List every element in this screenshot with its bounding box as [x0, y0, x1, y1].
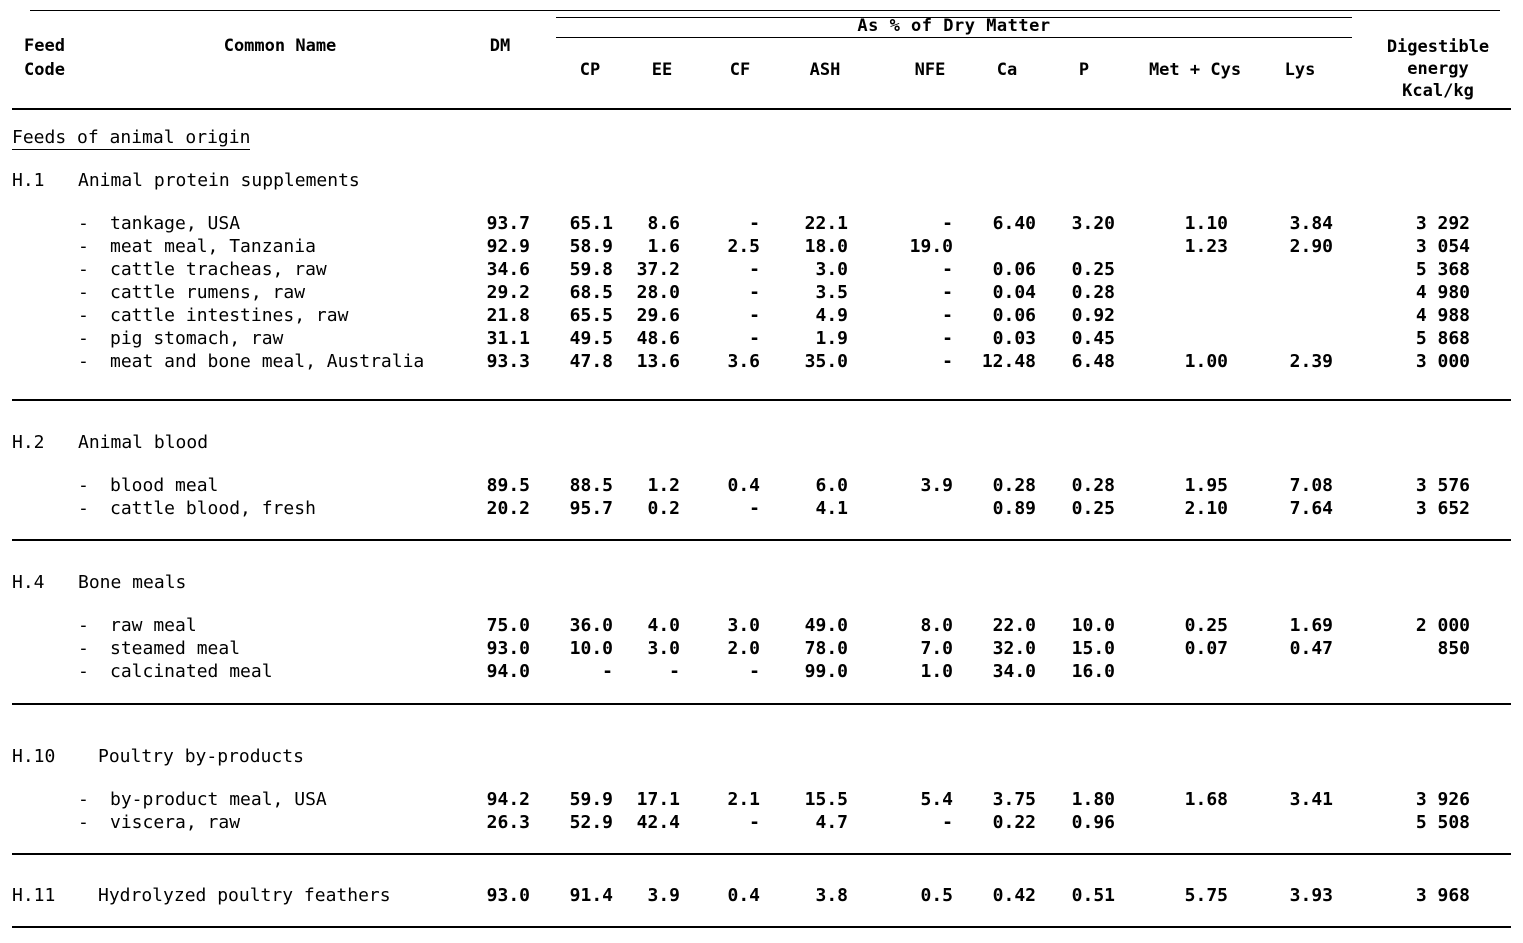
- row-bullet: -: [78, 475, 89, 496]
- header-ash: ASH: [809, 60, 841, 80]
- cell-ash: 99.0: [804, 661, 848, 682]
- cell-cp: 36.0: [569, 615, 613, 636]
- cell-ash: 22.1: [804, 213, 848, 234]
- cell-dm: 34.6: [486, 259, 530, 280]
- cell-dm: 93.0: [486, 885, 530, 906]
- cell-p: 0.51: [1071, 885, 1115, 906]
- cell-ca: 0.04: [992, 282, 1036, 303]
- row-name: viscera, raw: [110, 812, 241, 833]
- cell-cf: -: [749, 498, 760, 519]
- cell-met-cys: 1.23: [1184, 236, 1228, 257]
- cell-lys: 7.08: [1289, 475, 1333, 496]
- cell-nfe: 8.0: [920, 615, 953, 636]
- row-name: raw meal: [110, 615, 197, 636]
- row-bullet: -: [78, 213, 89, 234]
- cell-p: 16.0: [1071, 661, 1115, 682]
- row-name: cattle tracheas, raw: [110, 259, 327, 280]
- row-bullet: -: [78, 259, 89, 280]
- header-feed-code-line1: Feed: [24, 36, 65, 56]
- cell-lys: 3.93: [1289, 885, 1333, 906]
- cell-digestible-energy: 5 868: [1415, 328, 1470, 349]
- cell-dm: 26.3: [486, 812, 530, 833]
- cell-digestible-energy: 5 368: [1415, 259, 1470, 280]
- cell-ash: 18.0: [804, 236, 848, 257]
- cell-cp: 88.5: [569, 475, 613, 496]
- cell-nfe: -: [942, 259, 953, 280]
- row-name: by-product meal, USA: [110, 789, 327, 810]
- cell-cp: 58.9: [569, 236, 613, 257]
- cell-digestible-energy: 4 988: [1415, 305, 1470, 326]
- header-de-line2: energy: [1407, 59, 1469, 79]
- table-row: [0, 812, 1523, 835]
- cell-ash: 15.5: [804, 789, 848, 810]
- cell-p: 0.25: [1071, 498, 1115, 519]
- cell-ca: 12.48: [981, 351, 1036, 372]
- group-name-h10: Poultry by-products: [98, 746, 304, 767]
- cell-cf: -: [749, 305, 760, 326]
- cell-cf: 3.6: [727, 351, 760, 372]
- header-common-name: Common Name: [223, 36, 337, 56]
- cell-ee: 28.0: [636, 282, 680, 303]
- header-nfe: NFE: [914, 60, 946, 80]
- cell-cp: 68.5: [569, 282, 613, 303]
- cell-digestible-energy: 850: [1437, 638, 1470, 659]
- cell-p: 10.0: [1071, 615, 1115, 636]
- group-code-h2: H.2: [12, 432, 45, 453]
- header-digestible-energy: [1358, 36, 1518, 102]
- cell-ee: 1.6: [647, 236, 680, 257]
- cell-cf: 2.0: [727, 638, 760, 659]
- section-divider-rule: [12, 539, 1511, 541]
- header-cp: CP: [579, 60, 601, 80]
- header-feed-code: [24, 36, 65, 80]
- cell-nfe: -: [942, 282, 953, 303]
- cell-nfe: 7.0: [920, 638, 953, 659]
- header-p: P: [1078, 60, 1090, 80]
- section-divider-rule: [12, 399, 1511, 401]
- top-rule: [30, 10, 1500, 11]
- row-bullet: -: [78, 305, 89, 326]
- cell-ee: 13.6: [636, 351, 680, 372]
- cell-p: 15.0: [1071, 638, 1115, 659]
- section-title-feeds-animal-origin: Feeds of animal origin: [12, 127, 251, 148]
- table-row: [0, 305, 1523, 328]
- cell-dm: 29.2: [486, 282, 530, 303]
- cell-nfe: 3.9: [920, 475, 953, 496]
- cell-nfe: -: [942, 351, 953, 372]
- cell-nfe: -: [942, 213, 953, 234]
- cell-digestible-energy: 3 292: [1415, 213, 1470, 234]
- row-name: meat meal, Tanzania: [110, 236, 316, 257]
- cell-cp: 49.5: [569, 328, 613, 349]
- cell-cf: 2.1: [727, 789, 760, 810]
- row-name: cattle intestines, raw: [110, 305, 349, 326]
- cell-cf: -: [749, 213, 760, 234]
- cell-met-cys: 1.10: [1184, 213, 1228, 234]
- cell-ca: 32.0: [992, 638, 1036, 659]
- cell-lys: 2.90: [1289, 236, 1333, 257]
- row-bullet: -: [78, 812, 89, 833]
- section-divider-rule: [12, 703, 1511, 705]
- cell-dm: 94.2: [486, 789, 530, 810]
- cell-lys: 3.84: [1289, 213, 1333, 234]
- cell-dm: 75.0: [486, 615, 530, 636]
- cell-dm: 20.2: [486, 498, 530, 519]
- group-name-h2: Animal blood: [78, 432, 209, 453]
- cell-cp: 95.7: [569, 498, 613, 519]
- cell-cf: 3.0: [727, 615, 760, 636]
- cell-digestible-energy: 5 508: [1415, 812, 1470, 833]
- header-de-line1: Digestible: [1386, 37, 1490, 57]
- cell-lys: 1.69: [1289, 615, 1333, 636]
- cell-ca: 0.03: [992, 328, 1036, 349]
- row-name: blood meal: [110, 475, 219, 496]
- group-code-h4: H.4: [12, 572, 45, 593]
- table-row: [0, 789, 1523, 812]
- cell-ash: 4.1: [815, 498, 848, 519]
- cell-dm: 93.0: [486, 638, 530, 659]
- cell-ash: 6.0: [815, 475, 848, 496]
- cell-ee: 3.0: [647, 638, 680, 659]
- cell-nfe: 1.0: [920, 661, 953, 682]
- table-row: [0, 885, 1523, 908]
- group-code-h11: H.11: [12, 885, 56, 906]
- cell-p: 0.45: [1071, 328, 1115, 349]
- cell-ee: -: [669, 661, 680, 682]
- row-bullet: -: [78, 351, 89, 372]
- cell-ca: 0.22: [992, 812, 1036, 833]
- cell-ca: 0.06: [992, 259, 1036, 280]
- group-header-bottom-rule: [556, 37, 1352, 38]
- cell-p: 0.92: [1071, 305, 1115, 326]
- cell-digestible-energy: 3 652: [1415, 498, 1470, 519]
- cell-ca: 0.89: [992, 498, 1036, 519]
- header-dm: DM: [489, 36, 511, 56]
- cell-digestible-energy: 4 980: [1415, 282, 1470, 303]
- table-row: [0, 213, 1523, 236]
- cell-cp: 59.8: [569, 259, 613, 280]
- group-name-h4: Bone meals: [78, 572, 187, 593]
- cell-ee: 8.6: [647, 213, 680, 234]
- cell-cp: -: [602, 661, 613, 682]
- header-lys: Lys: [1284, 60, 1316, 80]
- cell-ash: 78.0: [804, 638, 848, 659]
- cell-ash: 35.0: [804, 351, 848, 372]
- cell-cp: 52.9: [569, 812, 613, 833]
- table-row: [0, 236, 1523, 259]
- header-ca: Ca: [996, 60, 1018, 80]
- group-code-h10: H.10: [12, 746, 56, 767]
- table-row: [0, 475, 1523, 498]
- row-bullet: -: [78, 638, 89, 659]
- row-bullet: -: [78, 236, 89, 257]
- cell-p: 0.28: [1071, 282, 1115, 303]
- row-name: cattle rumens, raw: [110, 282, 306, 303]
- header-de-line3: Kcal/kg: [1402, 81, 1474, 101]
- header-cf: CF: [729, 60, 751, 80]
- cell-ca: 0.06: [992, 305, 1036, 326]
- cell-p: 0.28: [1071, 475, 1115, 496]
- cell-cp: 10.0: [569, 638, 613, 659]
- cell-dm: 21.8: [486, 305, 530, 326]
- row-bullet: -: [78, 789, 89, 810]
- table-row: [0, 282, 1523, 305]
- cell-cp: 47.8: [569, 351, 613, 372]
- cell-digestible-energy: 3 000: [1415, 351, 1470, 372]
- cell-met-cys: 1.00: [1184, 351, 1228, 372]
- cell-digestible-energy: 2 000: [1415, 615, 1470, 636]
- row-name: cattle blood, fresh: [110, 498, 316, 519]
- group-code-h1: H.1: [12, 170, 45, 191]
- cell-cp: 65.1: [569, 213, 613, 234]
- cell-lys: 7.64: [1289, 498, 1333, 519]
- cell-met-cys: 0.07: [1184, 638, 1228, 659]
- cell-ee: 29.6: [636, 305, 680, 326]
- table-row: [0, 328, 1523, 351]
- header-met-cys: Met + Cys: [1148, 60, 1242, 80]
- cell-ash: 3.8: [815, 885, 848, 906]
- cell-lys: 3.41: [1289, 789, 1333, 810]
- cell-ee: 42.4: [636, 812, 680, 833]
- cell-nfe: -: [942, 328, 953, 349]
- group-name-h1: Animal protein supplements: [78, 170, 360, 191]
- cell-digestible-energy: 3 054: [1415, 236, 1470, 257]
- cell-met-cys: 2.10: [1184, 498, 1228, 519]
- cell-p: 0.96: [1071, 812, 1115, 833]
- cell-nfe: -: [942, 812, 953, 833]
- cell-p: 0.25: [1071, 259, 1115, 280]
- table-row: [0, 638, 1523, 661]
- cell-ca: 22.0: [992, 615, 1036, 636]
- cell-dm: 94.0: [486, 661, 530, 682]
- cell-met-cys: 1.68: [1184, 789, 1228, 810]
- cell-dm: 89.5: [486, 475, 530, 496]
- cell-cf: -: [749, 282, 760, 303]
- table-row: [0, 615, 1523, 638]
- row-bullet: -: [78, 282, 89, 303]
- cell-ca: 0.42: [992, 885, 1036, 906]
- cell-ca: 6.40: [992, 213, 1036, 234]
- header-feed-code-line2: Code: [24, 60, 65, 80]
- cell-digestible-energy: 3 576: [1415, 475, 1470, 496]
- cell-met-cys: 0.25: [1184, 615, 1228, 636]
- row-name: tankage, USA: [110, 213, 241, 234]
- cell-cf: 0.4: [727, 475, 760, 496]
- cell-cf: -: [749, 661, 760, 682]
- cell-dm: 92.9: [486, 236, 530, 257]
- cell-cf: -: [749, 328, 760, 349]
- cell-met-cys: 5.75: [1184, 885, 1228, 906]
- cell-ee: 1.2: [647, 475, 680, 496]
- cell-nfe: -: [942, 305, 953, 326]
- cell-ash: 1.9: [815, 328, 848, 349]
- cell-ash: 4.7: [815, 812, 848, 833]
- table-row: [0, 661, 1523, 684]
- cell-p: 6.48: [1071, 351, 1115, 372]
- row-bullet: -: [78, 328, 89, 349]
- cell-ca: 0.28: [992, 475, 1036, 496]
- cell-ash: 4.9: [815, 305, 848, 326]
- cell-ee: 0.2: [647, 498, 680, 519]
- group-name-h11: Hydrolyzed poultry feathers: [98, 885, 391, 906]
- cell-cp: 91.4: [569, 885, 613, 906]
- cell-cf: 2.5: [727, 236, 760, 257]
- cell-cf: -: [749, 812, 760, 833]
- row-bullet: -: [78, 661, 89, 682]
- row-name: calcinated meal: [110, 661, 273, 682]
- cell-lys: 0.47: [1289, 638, 1333, 659]
- cell-dm: 93.7: [486, 213, 530, 234]
- header-ee: EE: [651, 60, 673, 80]
- cell-ee: 37.2: [636, 259, 680, 280]
- row-name: pig stomach, raw: [110, 328, 284, 349]
- cell-ca: 3.75: [992, 789, 1036, 810]
- cell-dm: 31.1: [486, 328, 530, 349]
- cell-nfe: 0.5: [920, 885, 953, 906]
- cell-cp: 65.5: [569, 305, 613, 326]
- bottom-rule: [12, 926, 1511, 928]
- section-divider-rule: [12, 853, 1511, 855]
- cell-ash: 3.0: [815, 259, 848, 280]
- table-row: [0, 259, 1523, 282]
- cell-cf: -: [749, 259, 760, 280]
- cell-ash: 3.5: [815, 282, 848, 303]
- cell-met-cys: 1.95: [1184, 475, 1228, 496]
- header-bottom-rule: [12, 108, 1511, 110]
- cell-p: 3.20: [1071, 213, 1115, 234]
- cell-ca: 34.0: [992, 661, 1036, 682]
- cell-digestible-energy: 3 968: [1415, 885, 1470, 906]
- cell-ee: 48.6: [636, 328, 680, 349]
- row-bullet: -: [78, 615, 89, 636]
- header-group-dry-matter: As % of Dry Matter: [857, 16, 1051, 36]
- cell-nfe: 5.4: [920, 789, 953, 810]
- cell-ash: 49.0: [804, 615, 848, 636]
- table-row: [0, 498, 1523, 521]
- cell-p: 1.80: [1071, 789, 1115, 810]
- cell-cp: 59.9: [569, 789, 613, 810]
- cell-ee: 3.9: [647, 885, 680, 906]
- cell-ee: 17.1: [636, 789, 680, 810]
- cell-lys: 2.39: [1289, 351, 1333, 372]
- table-row: [0, 351, 1523, 374]
- cell-nfe: 19.0: [909, 236, 953, 257]
- row-name: meat and bone meal, Australia: [110, 351, 425, 372]
- cell-digestible-energy: 3 926: [1415, 789, 1470, 810]
- row-bullet: -: [78, 498, 89, 519]
- cell-ee: 4.0: [647, 615, 680, 636]
- row-name: steamed meal: [110, 638, 241, 659]
- cell-dm: 93.3: [486, 351, 530, 372]
- cell-cf: 0.4: [727, 885, 760, 906]
